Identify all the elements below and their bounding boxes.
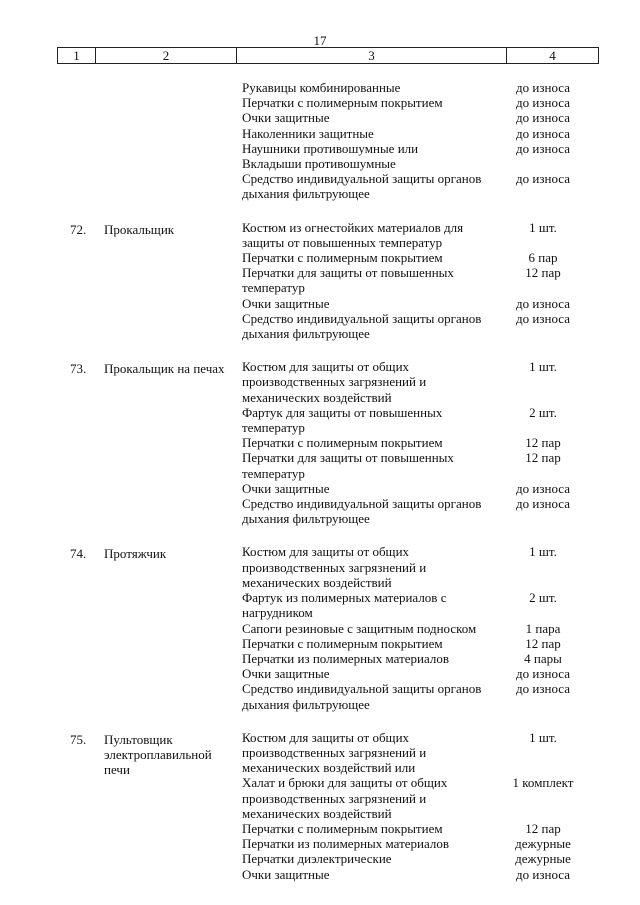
ppe-item-norm: 2 шт. bbox=[529, 590, 557, 606]
row-number: 73. bbox=[70, 361, 87, 377]
ppe-item bbox=[242, 867, 602, 882]
ppe-item-name: Очки защитные bbox=[242, 110, 330, 126]
header-col-4: 4 bbox=[549, 48, 556, 63]
ppe-list bbox=[242, 730, 602, 882]
header-col-1: 1 bbox=[58, 48, 96, 63]
ppe-item-name: Перчатки для защиты от повышенных температур bbox=[242, 265, 454, 296]
ppe-item bbox=[242, 496, 602, 526]
ppe-item-name: Перчатки из полимерных материалов bbox=[242, 836, 450, 852]
ppe-item-norm: 4 пары bbox=[524, 650, 562, 666]
row-number: 75. bbox=[70, 731, 87, 747]
profession-name: Прокальщик bbox=[104, 221, 175, 237]
ppe-item-name: Перчатки диэлектрические bbox=[242, 851, 392, 867]
ppe-item bbox=[242, 126, 602, 141]
ppe-item-norm: 12 пар bbox=[525, 635, 561, 651]
ppe-item-name: Перчатки с полимерным покрытием bbox=[242, 250, 443, 266]
table-header bbox=[57, 47, 599, 64]
ppe-item-name: Костюм для защиты от общих производственных загрязнений и механических воздействий или bbox=[242, 729, 427, 776]
ppe-item bbox=[242, 435, 602, 450]
ppe-item bbox=[242, 311, 602, 341]
ppe-item-norm: 1 шт. bbox=[529, 359, 557, 375]
ppe-item-norm: до износа bbox=[516, 95, 570, 111]
ppe-item-norm: дежурные bbox=[515, 851, 571, 867]
ppe-item-norm: до износа bbox=[516, 125, 570, 141]
table-row bbox=[0, 220, 640, 342]
table-row bbox=[0, 730, 640, 882]
row-number: 74. bbox=[70, 546, 87, 562]
header-col-3: 3 bbox=[237, 48, 507, 63]
ppe-item-norm: до износа bbox=[516, 496, 570, 512]
ppe-item-name: Наушники противошумные или Вкладыши противошумные bbox=[242, 140, 419, 172]
ppe-item bbox=[242, 730, 602, 776]
ppe-item-name: Перчатки с полимерным покрытием bbox=[242, 435, 443, 451]
ppe-item-name: Фартук из полимерных материалов с нагрудником bbox=[242, 590, 447, 621]
ppe-item bbox=[242, 836, 602, 851]
ppe-item-name: Перчатки для защиты от повышенных температур bbox=[242, 450, 454, 481]
ppe-item-norm: дежурные bbox=[515, 836, 571, 852]
ppe-item-name: Средство индивидуальной защиты органов дыхания фильтрующее bbox=[242, 681, 482, 712]
ppe-item-norm: 12 пар bbox=[525, 450, 561, 466]
ppe-item-name: Костюм для защиты от общих производственных загрязнений и механических воздействий bbox=[242, 359, 427, 405]
ppe-item-norm: до износа bbox=[516, 140, 570, 156]
profession-name: Прокальщик на печах bbox=[104, 361, 225, 377]
ppe-item-name: Костюм из огнестойких материалов для защиты от повышенных температур bbox=[242, 219, 464, 250]
ppe-item-name: Очки защитные bbox=[242, 666, 330, 682]
ppe-item bbox=[242, 590, 602, 620]
ppe-item-norm: до износа bbox=[516, 110, 570, 126]
ppe-item-name: Рукавицы комбинированные bbox=[242, 80, 401, 95]
ppe-item-norm: до износа bbox=[516, 310, 570, 326]
ppe-item bbox=[242, 481, 602, 496]
ppe-item-norm: 12 пар bbox=[525, 820, 561, 836]
ppe-item bbox=[242, 775, 602, 821]
ppe-item-norm: 1 шт. bbox=[529, 729, 557, 745]
ppe-item-norm: 1 шт. bbox=[529, 219, 557, 235]
ppe-item bbox=[242, 80, 602, 95]
ppe-item-name: Средство индивидуальной защиты органов дыхания фильтрующее bbox=[242, 496, 482, 527]
table-row bbox=[0, 544, 640, 711]
ppe-item-name: Фартук для защиты от повышенных температур bbox=[242, 404, 443, 436]
ppe-item bbox=[242, 621, 602, 636]
ppe-item bbox=[242, 359, 602, 405]
page-number: 17 bbox=[313, 33, 327, 48]
ppe-item bbox=[242, 296, 602, 311]
ppe-item-norm: до износа bbox=[516, 666, 570, 682]
ppe-item-norm: до износа bbox=[516, 171, 570, 187]
ppe-item bbox=[242, 544, 602, 590]
table-row bbox=[0, 359, 640, 526]
row-number: 72. bbox=[70, 221, 87, 237]
ppe-item-name: Халат и брюки для защиты от общих производственных загрязнений и механических воздействий bbox=[242, 775, 448, 821]
ppe-item-name: Перчатки из полимерных материалов bbox=[242, 650, 450, 666]
ppe-item-name: Перчатки с полимерным покрытием bbox=[242, 635, 443, 651]
ppe-item-name: Средство индивидуальной защиты органов дыхания фильтрующее bbox=[242, 171, 482, 202]
ppe-item-name: Костюм для защиты от общих производственных загрязнений и механических воздействий bbox=[242, 544, 427, 590]
ppe-item bbox=[242, 651, 602, 666]
ppe-item bbox=[242, 636, 602, 651]
header-col-2: 2 bbox=[96, 48, 237, 63]
ppe-item-norm: до износа bbox=[516, 480, 570, 496]
ppe-item-norm: 1 шт. bbox=[529, 544, 557, 560]
ppe-item-name: Очки защитные bbox=[242, 866, 330, 882]
ppe-item bbox=[242, 681, 602, 711]
ppe-item-norm: 6 пар bbox=[528, 250, 558, 266]
ppe-item bbox=[242, 110, 602, 125]
ppe-item-name: Наколенники защитные bbox=[242, 125, 374, 141]
ppe-item-norm: 12 пар bbox=[525, 435, 561, 451]
ppe-item bbox=[242, 450, 602, 480]
ppe-item-norm: до износа bbox=[516, 80, 570, 95]
ppe-item-norm: 2 шт. bbox=[529, 404, 557, 420]
ppe-item-name: Перчатки с полимерным покрытием bbox=[242, 820, 443, 836]
ppe-item bbox=[242, 171, 602, 201]
ppe-list bbox=[242, 80, 602, 202]
ppe-item-norm: 1 пара bbox=[525, 620, 561, 636]
ppe-item-name: Перчатки с полимерным покрытием bbox=[242, 95, 443, 111]
ppe-item bbox=[242, 265, 602, 295]
ppe-list bbox=[242, 544, 602, 711]
profession-name: Протяжчик bbox=[104, 546, 167, 562]
ppe-item bbox=[242, 666, 602, 681]
ppe-list bbox=[242, 359, 602, 526]
table-body bbox=[0, 80, 640, 900]
ppe-item bbox=[242, 95, 602, 110]
ppe-list bbox=[242, 220, 602, 342]
ppe-item-name: Очки защитные bbox=[242, 480, 330, 496]
ppe-item-norm: 1 комплект bbox=[512, 775, 574, 791]
ppe-item-norm: до износа bbox=[516, 681, 570, 697]
ppe-item-name: Сапоги резиновые с защитным подноском bbox=[242, 620, 477, 636]
ppe-item-name: Средство индивидуальной защиты органов дыхания фильтрующее bbox=[242, 310, 482, 342]
ppe-item-norm: до износа bbox=[516, 295, 570, 311]
ppe-item bbox=[242, 821, 602, 836]
ppe-item bbox=[242, 141, 602, 171]
ppe-item-name: Очки защитные bbox=[242, 295, 330, 311]
profession-name: Пультовщик электроплавильной печи bbox=[104, 731, 212, 778]
ppe-item bbox=[242, 250, 602, 265]
ppe-item-norm: 12 пар bbox=[525, 265, 561, 281]
ppe-item-norm: до износа bbox=[516, 866, 570, 882]
ppe-item bbox=[242, 405, 602, 435]
table-row bbox=[0, 80, 640, 202]
ppe-item bbox=[242, 851, 602, 866]
ppe-item bbox=[242, 220, 602, 250]
